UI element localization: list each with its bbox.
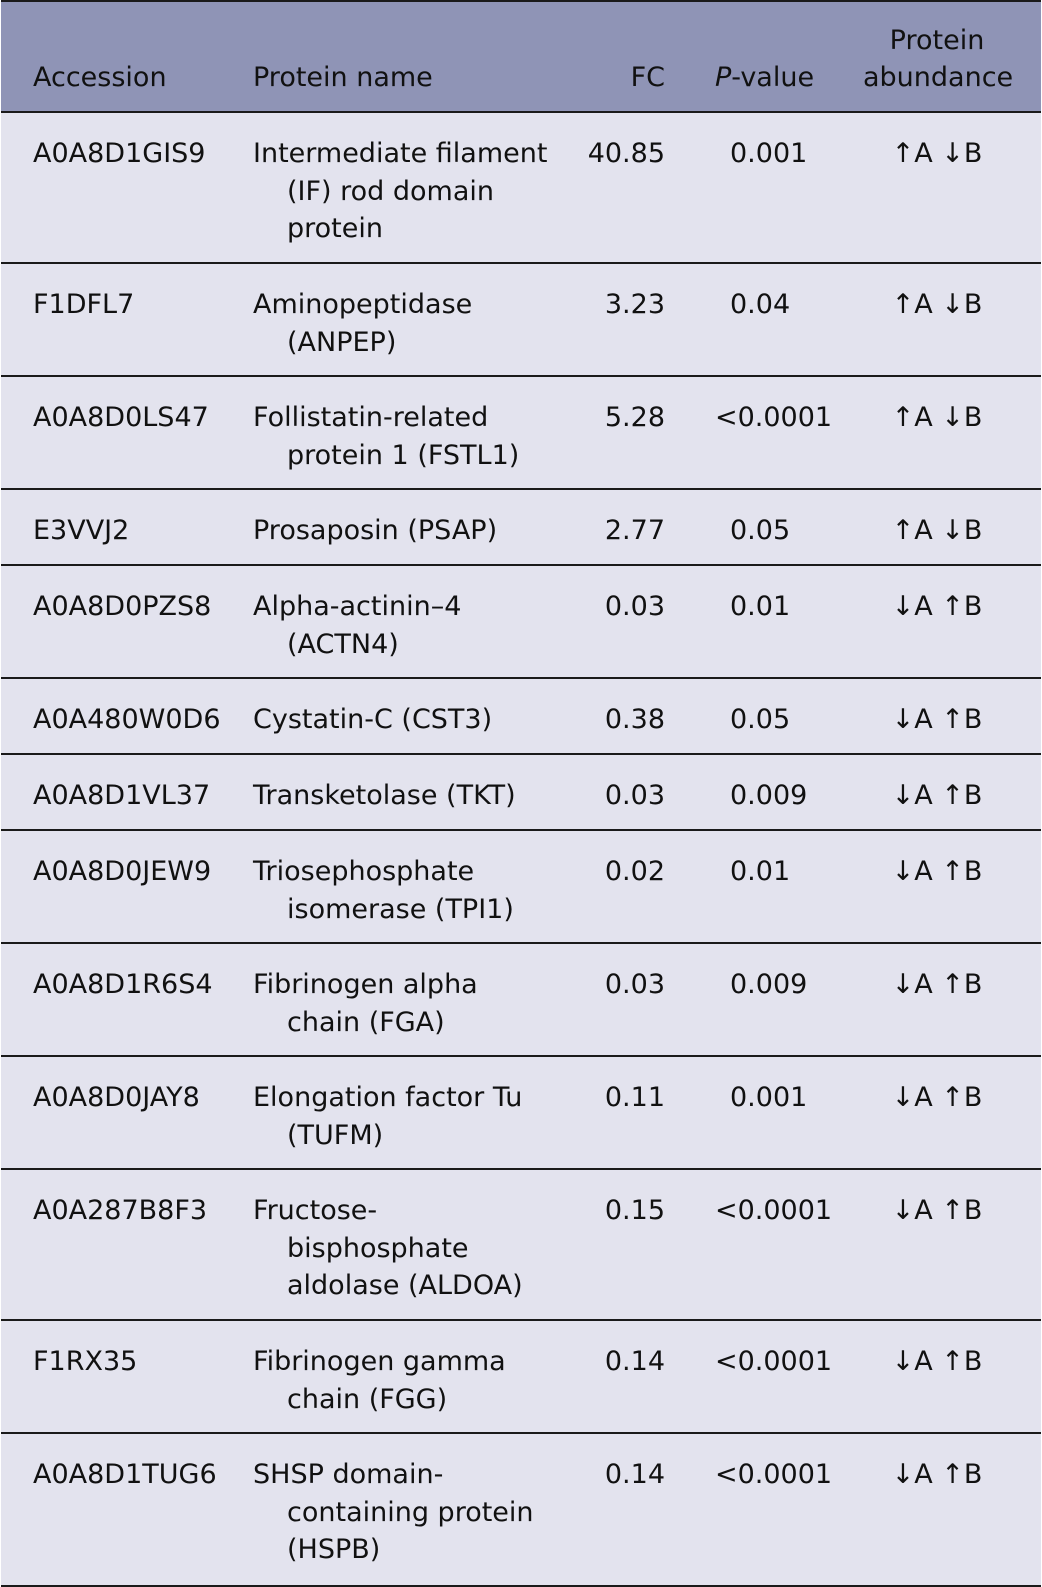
cell-p-value: <0.0001 (715, 1346, 833, 1377)
cell-p-value: 0.05 (730, 515, 791, 546)
cell-protein-name (253, 1343, 553, 1418)
table-row (1, 566, 1041, 679)
cell-fc: 3.23 (604, 289, 665, 320)
protein-name-line: (HSPB) (287, 1534, 381, 1565)
cell-protein-name (253, 286, 553, 361)
cell-protein-abundance: ↑A ↓B (891, 289, 983, 320)
cell-fc: 0.38 (604, 704, 665, 735)
table-row (1, 944, 1041, 1057)
protein-name-line: containing protein (287, 1496, 534, 1528)
cell-accession: A0A8D0JEW9 (33, 856, 212, 887)
cell-protein-abundance: ↓A ↑B (891, 1459, 983, 1490)
cell-protein-name (253, 1079, 553, 1154)
cell-protein-abundance: ↓A ↑B (891, 704, 983, 735)
cell-p-value: 0.04 (730, 289, 791, 320)
cell-p-value: <0.0001 (715, 1459, 833, 1490)
table-row (1, 1434, 1041, 1585)
cell-fc: 40.85 (587, 138, 665, 169)
cell-accession: A0A8D1R6S4 (33, 969, 213, 1000)
cell-p-value: 0.05 (730, 704, 791, 735)
protein-name-line: Fibrinogen gamma (253, 1346, 506, 1377)
cell-accession: A0A8D0LS47 (33, 402, 209, 433)
cell-protein-abundance: ↓A ↑B (891, 1082, 983, 1113)
protein-name-line: Intermediate filament (253, 138, 548, 169)
cell-p-value: 0.001 (730, 138, 808, 169)
cell-protein-name (253, 399, 553, 474)
cell-accession: A0A287B8F3 (33, 1195, 208, 1226)
cell-protein-name (253, 1192, 553, 1305)
cell-fc: 0.14 (604, 1346, 665, 1377)
protein-name-line: chain (FGA) (287, 1006, 445, 1038)
cell-fc: 0.11 (604, 1082, 665, 1113)
protein-name-line: protein (287, 213, 383, 244)
cell-p-value: <0.0001 (715, 402, 833, 433)
protein-name-line: (ACTN4) (287, 628, 399, 660)
cell-accession: A0A8D1VL37 (33, 780, 211, 811)
table-row (1, 490, 1041, 566)
cell-accession: A0A8D0JAY8 (33, 1082, 200, 1113)
cell-protein-name (253, 701, 553, 739)
cell-fc: 0.03 (604, 969, 665, 1000)
cell-p-value: 0.01 (730, 856, 791, 887)
cell-protein-abundance: ↓A ↑B (891, 780, 983, 811)
protein-name-line: bisphosphate (287, 1232, 469, 1264)
cell-protein-name (253, 1456, 553, 1569)
table-row (1, 1321, 1041, 1434)
protein-name-line: (TUFM) (287, 1119, 384, 1151)
table-body (1, 113, 1041, 1585)
cell-protein-abundance: ↓A ↑B (891, 969, 983, 1000)
table-header (1, 2, 1041, 113)
table-row (1, 264, 1041, 377)
cell-accession: A0A8D1GIS9 (33, 138, 206, 169)
protein-name-line: Prosaposin (PSAP) (253, 515, 498, 546)
cell-protein-abundance: ↓A ↑B (891, 591, 983, 622)
header-fc: FC (630, 61, 665, 93)
cell-p-value: <0.0001 (715, 1195, 833, 1226)
protein-name-line: chain (FGG) (287, 1383, 448, 1415)
cell-protein-name (253, 135, 553, 248)
cell-accession: A0A8D1TUG6 (33, 1459, 217, 1490)
cell-accession: F1RX35 (33, 1346, 138, 1377)
cell-protein-abundance: ↓A ↑B (891, 856, 983, 887)
protein-name-line: Fibrinogen alpha (253, 969, 478, 1000)
cell-protein-name (253, 853, 553, 928)
protein-name-line: Fructose- (253, 1195, 378, 1226)
cell-protein-abundance: ↑A ↓B (891, 138, 983, 169)
cell-accession: E3VVJ2 (33, 515, 130, 546)
cell-protein-abundance: ↑A ↓B (891, 515, 983, 546)
cell-accession: A0A8D0PZS8 (33, 591, 212, 622)
table-row (1, 755, 1041, 831)
header-p-value (715, 59, 814, 97)
protein-name-line: isomerase (TPI1) (287, 893, 514, 925)
table-row (1, 1057, 1041, 1170)
cell-protein-abundance: ↓A ↑B (891, 1195, 983, 1226)
cell-fc: 0.03 (604, 780, 665, 811)
table-row (1, 831, 1041, 944)
protein-name-line: Triosephosphate (253, 856, 475, 887)
header-protein-abundance (863, 22, 1014, 96)
cell-protein-name (253, 966, 553, 1041)
cell-protein-abundance: ↑A ↓B (891, 402, 983, 433)
cell-protein-name (253, 512, 553, 550)
protein-name-line: aldolase (ALDOA) (287, 1270, 523, 1301)
header-accession: Accession (33, 61, 167, 93)
protein-name-line: Alpha-actinin–4 (253, 591, 462, 622)
header-abundance-line2: abundance (863, 62, 1014, 93)
header-protein-name: Protein name (253, 61, 433, 93)
cell-accession: F1DFL7 (33, 289, 135, 320)
protein-name-line: SHSP domain- (253, 1459, 444, 1490)
cell-protein-abundance: ↓A ↑B (891, 1346, 983, 1377)
cell-accession: A0A480W0D6 (33, 704, 221, 735)
protein-name-line: Cystatin-C (CST3) (253, 704, 493, 735)
protein-table (1, 0, 1041, 1587)
table-row (1, 1170, 1041, 1321)
cell-p-value: 0.001 (730, 1082, 808, 1113)
cell-fc: 5.28 (604, 402, 665, 433)
cell-p-value: 0.01 (730, 591, 791, 622)
cell-p-value: 0.009 (730, 969, 808, 1000)
cell-fc: 0.03 (604, 591, 665, 622)
protein-name-line: Transketolase (TKT) (253, 780, 516, 811)
protein-name-line: Elongation factor Tu (253, 1082, 523, 1113)
table-row (1, 377, 1041, 490)
header-p-italic: P (715, 61, 732, 93)
table-row (1, 679, 1041, 755)
table-row (1, 113, 1041, 264)
cell-fc: 0.02 (604, 856, 665, 887)
header-abundance-line1: Protein (889, 25, 985, 56)
cell-protein-name (253, 588, 553, 663)
protein-name-line: (ANPEP) (287, 326, 397, 358)
cell-fc: 0.14 (604, 1459, 665, 1490)
cell-p-value: 0.009 (730, 780, 808, 811)
cell-fc: 0.15 (604, 1195, 665, 1226)
cell-fc: 2.77 (604, 515, 665, 546)
protein-name-line: protein 1 (FSTL1) (287, 439, 520, 471)
protein-name-line: (IF) rod domain (287, 175, 495, 207)
header-p-rest: -value (731, 61, 815, 93)
protein-name-line: Aminopeptidase (253, 289, 473, 320)
protein-name-line: Follistatin-related (253, 402, 489, 433)
cell-protein-name (253, 777, 553, 815)
